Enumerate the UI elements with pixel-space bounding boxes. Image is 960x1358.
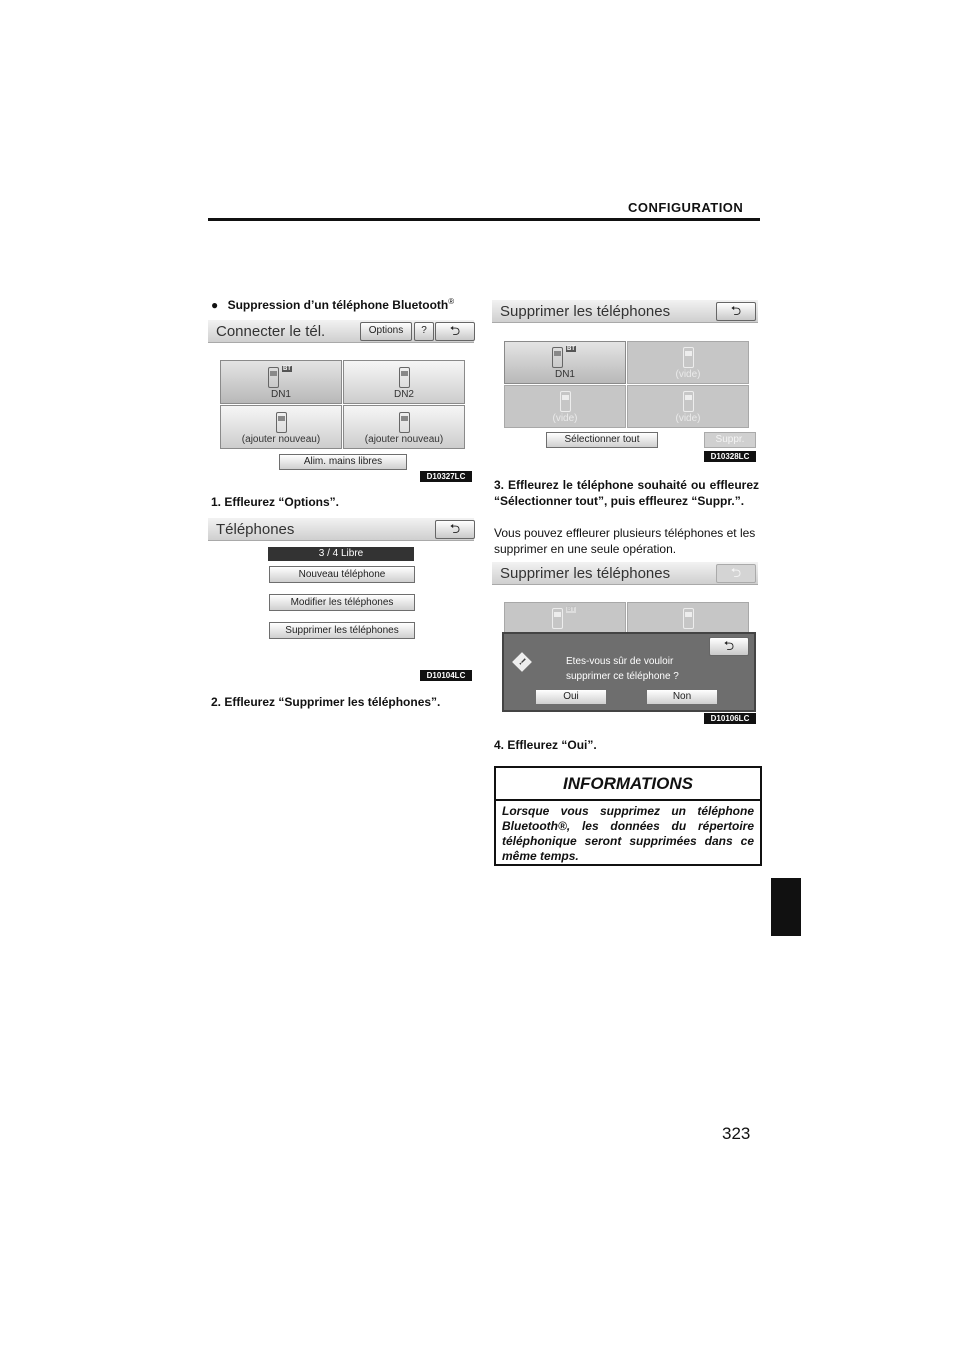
section-heading-text: Suppression d’un téléphone Bluetooth [227, 298, 449, 312]
back-button: ⮌ [716, 564, 756, 583]
screen-delete-confirm [492, 562, 758, 726]
phone-tile-dn1[interactable] [504, 341, 626, 384]
phone-tile-label: DN1 [554, 369, 575, 380]
step-2: 2. Effleurez “Supprimer les téléphones”. [211, 695, 441, 709]
handsfree-power-button[interactable]: Alim. mains libres [279, 454, 407, 470]
screen-phones [208, 518, 474, 682]
figure-code: D10328LC [704, 451, 756, 462]
step-1: 1. Effleurez “Options”. [211, 495, 340, 509]
phone-icon [276, 412, 287, 433]
figure-code: D10104LC [420, 670, 472, 681]
add-new-tile-1[interactable] [220, 405, 342, 449]
bluetooth-badge: BT [567, 346, 575, 352]
screen-title-bar [492, 300, 758, 323]
phone-icon [268, 367, 279, 388]
empty-tile-3 [627, 385, 749, 428]
info-rule [496, 799, 760, 801]
section-title: CONFIGURATION [628, 200, 744, 215]
empty-tile-label: (vide) [552, 413, 578, 424]
dialog-line-2: supprimer ce téléphone ? [566, 671, 679, 682]
step-3-note: Vous pouvez effleurer plusieurs téléphones et les supprimer en une seule opération. [494, 526, 756, 556]
warning-icon: ! [512, 652, 532, 672]
phone-icon [683, 608, 694, 629]
screen-title: Supprimer les téléphones [500, 303, 671, 320]
step-4: 4. Effleurez “Oui”. [494, 738, 597, 752]
empty-tile-2 [504, 385, 626, 428]
no-button[interactable]: Non [646, 689, 718, 705]
bluetooth-badge: BT [283, 366, 291, 372]
add-new-label: (ajouter nouveau) [364, 434, 444, 445]
empty-tile-1 [627, 341, 749, 384]
new-phone-button[interactable]: Nouveau téléphone [269, 566, 415, 583]
back-button[interactable]: ⮌ [716, 302, 756, 321]
screen-title-bar [208, 320, 474, 343]
phone-tile-dn1-dimmed [504, 602, 626, 634]
back-button[interactable]: ⮌ [435, 520, 475, 539]
phone-icon [399, 412, 410, 433]
page-number: 323 [722, 1124, 751, 1143]
chapter-tab [771, 878, 801, 936]
select-all-button[interactable]: Sélectionner tout [546, 432, 658, 448]
bullet-icon: ● [211, 298, 219, 312]
section-heading [211, 297, 454, 312]
add-new-label: (ajouter nouveau) [241, 434, 321, 445]
back-button[interactable]: ⮌ [435, 322, 475, 341]
registered-mark: ® [448, 297, 455, 306]
bluetooth-badge: BT [567, 607, 575, 613]
screen-title: Connecter le tél. [216, 323, 326, 340]
delete-button[interactable]: Suppr. [704, 432, 756, 448]
options-button[interactable]: Options [360, 322, 412, 341]
phone-icon [683, 347, 694, 368]
info-box [494, 766, 762, 866]
phone-icon [552, 608, 563, 629]
phone-tile-dn2[interactable] [343, 360, 465, 404]
phone-tile-dn1[interactable] [220, 360, 342, 404]
info-title: INFORMATIONS [562, 774, 693, 793]
screen-connect-phone [208, 320, 474, 482]
phone-icon [552, 347, 563, 368]
header-rule [208, 218, 760, 221]
step-3: 3. Effleurez le téléphone souhaité ou effleurez “Sélectionner tout”, puis effleurez “Suppr.”. [494, 478, 759, 508]
screen-title: Téléphones [216, 521, 295, 538]
screen-title: Supprimer les téléphones [500, 565, 671, 582]
info-text: Lorsque vous supprimez un téléphone Bluetooth®, les données du répertoire téléphonique seront supprimées dans ce même temps. [502, 804, 754, 863]
figure-code: D10106LC [704, 713, 756, 724]
screen-title-bar [208, 518, 474, 541]
help-button[interactable]: ? [414, 322, 434, 341]
empty-tile-label: (vide) [675, 369, 701, 380]
phone-count-label: 3 / 4 Libre [268, 547, 414, 561]
screen-delete-phones [492, 300, 758, 463]
figure-code: D10327LC [420, 471, 472, 482]
phone-tile-label: DN1 [270, 389, 291, 400]
phone-tile-label: DN2 [393, 389, 414, 400]
screen-title-bar [492, 562, 758, 585]
confirm-dialog [502, 632, 756, 712]
modify-phones-button[interactable]: Modifier les téléphones [269, 594, 415, 611]
phone-icon [560, 391, 571, 412]
dialog-back-button[interactable]: ⮌ [709, 637, 749, 656]
delete-phones-button[interactable]: Supprimer les téléphones [269, 622, 415, 639]
yes-button[interactable]: Oui [535, 689, 607, 705]
dialog-line-1: Etes-vous sûr de vouloir [566, 656, 674, 667]
add-new-tile-2[interactable] [343, 405, 465, 449]
empty-tile-label: (vide) [675, 413, 701, 424]
empty-tile-dimmed [627, 602, 749, 634]
phone-icon [683, 391, 694, 412]
phone-icon [399, 367, 410, 388]
